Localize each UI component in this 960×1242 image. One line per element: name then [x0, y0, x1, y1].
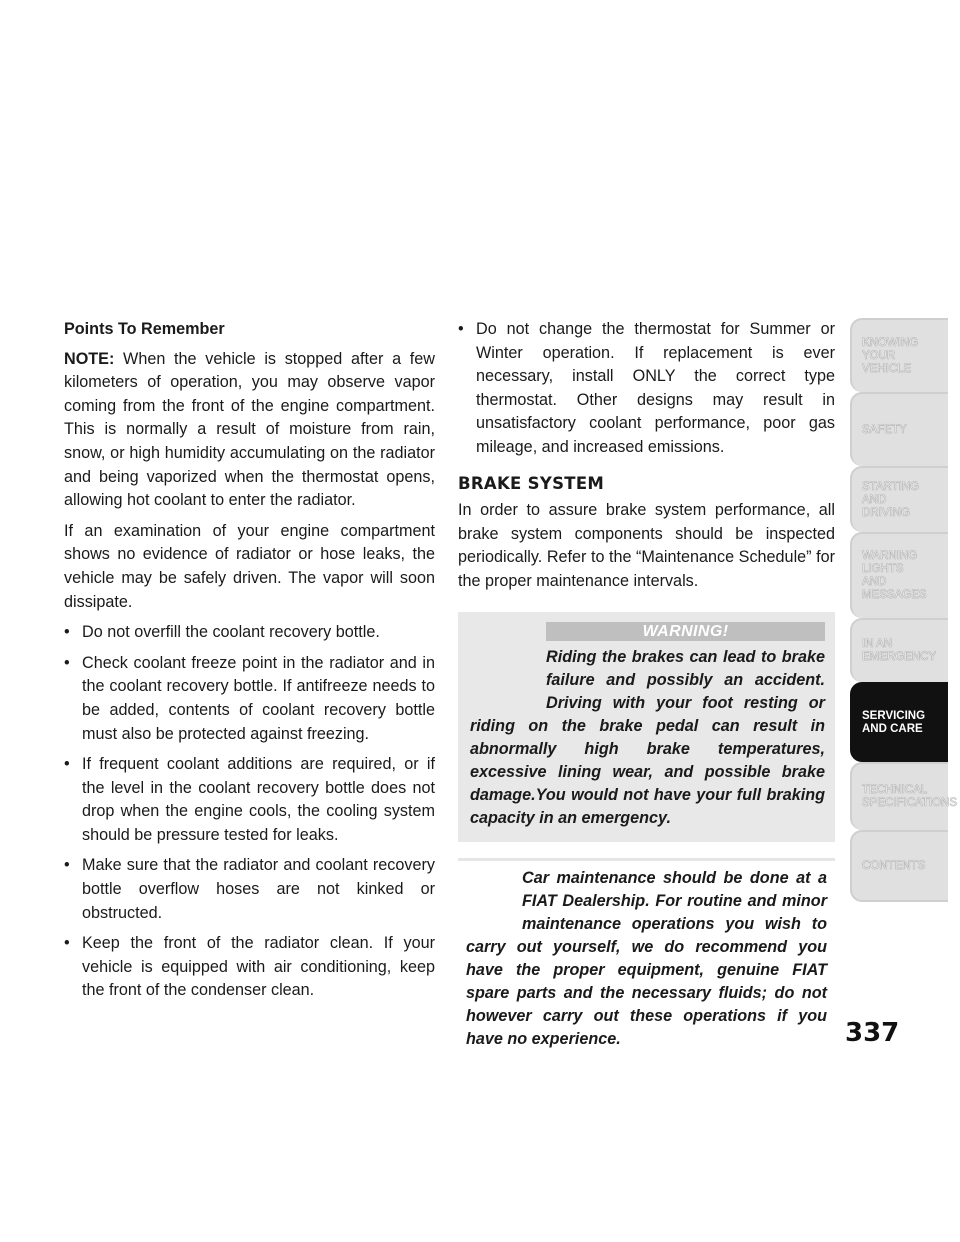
section-tabs [850, 318, 957, 902]
note-text: When the vehicle is stopped after a few kilometers of operation, you may observe vapor coming from the front of the engine compartment. This is normally a result of moisture from rain, snow, or high humidity accumulating on the radiator and being vaporized when the thermostat opens, allowing hot coolant to enter the radiator. [64, 349, 435, 510]
info-box [458, 858, 835, 1051]
note-paragraph [64, 348, 435, 513]
subheading-points-to-remember: Points To Remember [64, 320, 225, 338]
examination-paragraph: If an examination of your engine compartment shows no evidence of radiator or hose leaks, the vehicle may be safely driven. The vapor will soon dissipate. [64, 521, 435, 611]
info-text: Car maintenance should be done at a FIAT Dealership. For routine and minor maintenance operations you wish to carry out yourself, we do recommend you have the proper equipment, genuine FIAT spare parts and the necessary fluids; do not however carry out these operations if you have no experience. [466, 868, 827, 1048]
page-number: 337 [845, 1018, 900, 1048]
list-item: • Do not change the thermostat for Summer or Winter operation. If replacement is ever necessary, install ONLY the correct type thermostat. Other designs may result in unsatisfactory coolant performance, poor gas mileage, and increased emissions. [458, 320, 835, 456]
left-column [64, 318, 435, 1010]
info-icon [466, 867, 522, 935]
tab-contents[interactable]: CONTENTS [850, 830, 948, 902]
bullet-icon: • [64, 856, 70, 875]
bullet-icon: • [64, 755, 70, 774]
warning-text: Riding the brakes can lead to brake failure and possibly an accident. Driving with your foot resting or riding on the brake pedal can result in abnormally high brake temperatures, excessive lining wear, and possible brake damage.You would not have your full braking capacity in an emergency. [470, 647, 825, 827]
tab-warning-lights-and-messages[interactable]: WARNING LIGHTS AND MESSAGES [850, 532, 948, 618]
bullet-icon: • [64, 934, 70, 953]
section-heading-brake-system: BRAKE SYSTEM [458, 473, 605, 493]
list-item: • Check coolant freeze point in the radiator and in the coolant recovery bottle. If antifreeze needs to be added, contents of coolant recovery bottle must also be protected against freezing. [64, 653, 435, 743]
brake-paragraph: In order to assure brake system performance, all brake system components should be inspected periodically. Refer to the “Maintenance Schedule” for the proper maintenance intervals. [458, 501, 835, 590]
tab-safety[interactable]: SAFETY [850, 392, 948, 466]
warning-title: WARNING! [546, 622, 825, 641]
list-item: • Make sure that the radiator and coolant recovery bottle overflow hoses are not kinked or obstructed. [64, 856, 435, 922]
list-item: • If frequent coolant additions are required, or if the level in the coolant recovery bottle does not drop when the engine cools, the cooling system should be pressure tested for leaks. [64, 755, 435, 844]
tab-starting-and-driving[interactable]: STARTING AND DRIVING [850, 466, 948, 532]
tab-in-an-emergency[interactable]: IN AN EMERGENCY [850, 618, 948, 682]
bullet-icon: • [64, 653, 70, 672]
bullet-icon: • [64, 623, 70, 642]
bullet-icon: • [458, 320, 464, 338]
list-item: • Do not overfill the coolant recovery bottle. [64, 621, 435, 645]
warning-icon [470, 646, 546, 694]
tab-technical-specifications[interactable]: TECHNICAL SPECIFICATIONS [850, 762, 948, 830]
right-column [458, 318, 835, 1051]
tab-servicing-and-care[interactable]: SERVICING AND CARE [850, 682, 948, 762]
note-label: NOTE: [64, 349, 115, 368]
tab-knowing-your-vehicle[interactable]: KNOWING YOUR VEHICLE [850, 318, 948, 392]
warning-box [458, 612, 835, 842]
list-item: • Keep the front of the radiator clean. If your vehicle is equipped with air conditioning, keep the front of the condenser clean. [64, 934, 435, 1000]
